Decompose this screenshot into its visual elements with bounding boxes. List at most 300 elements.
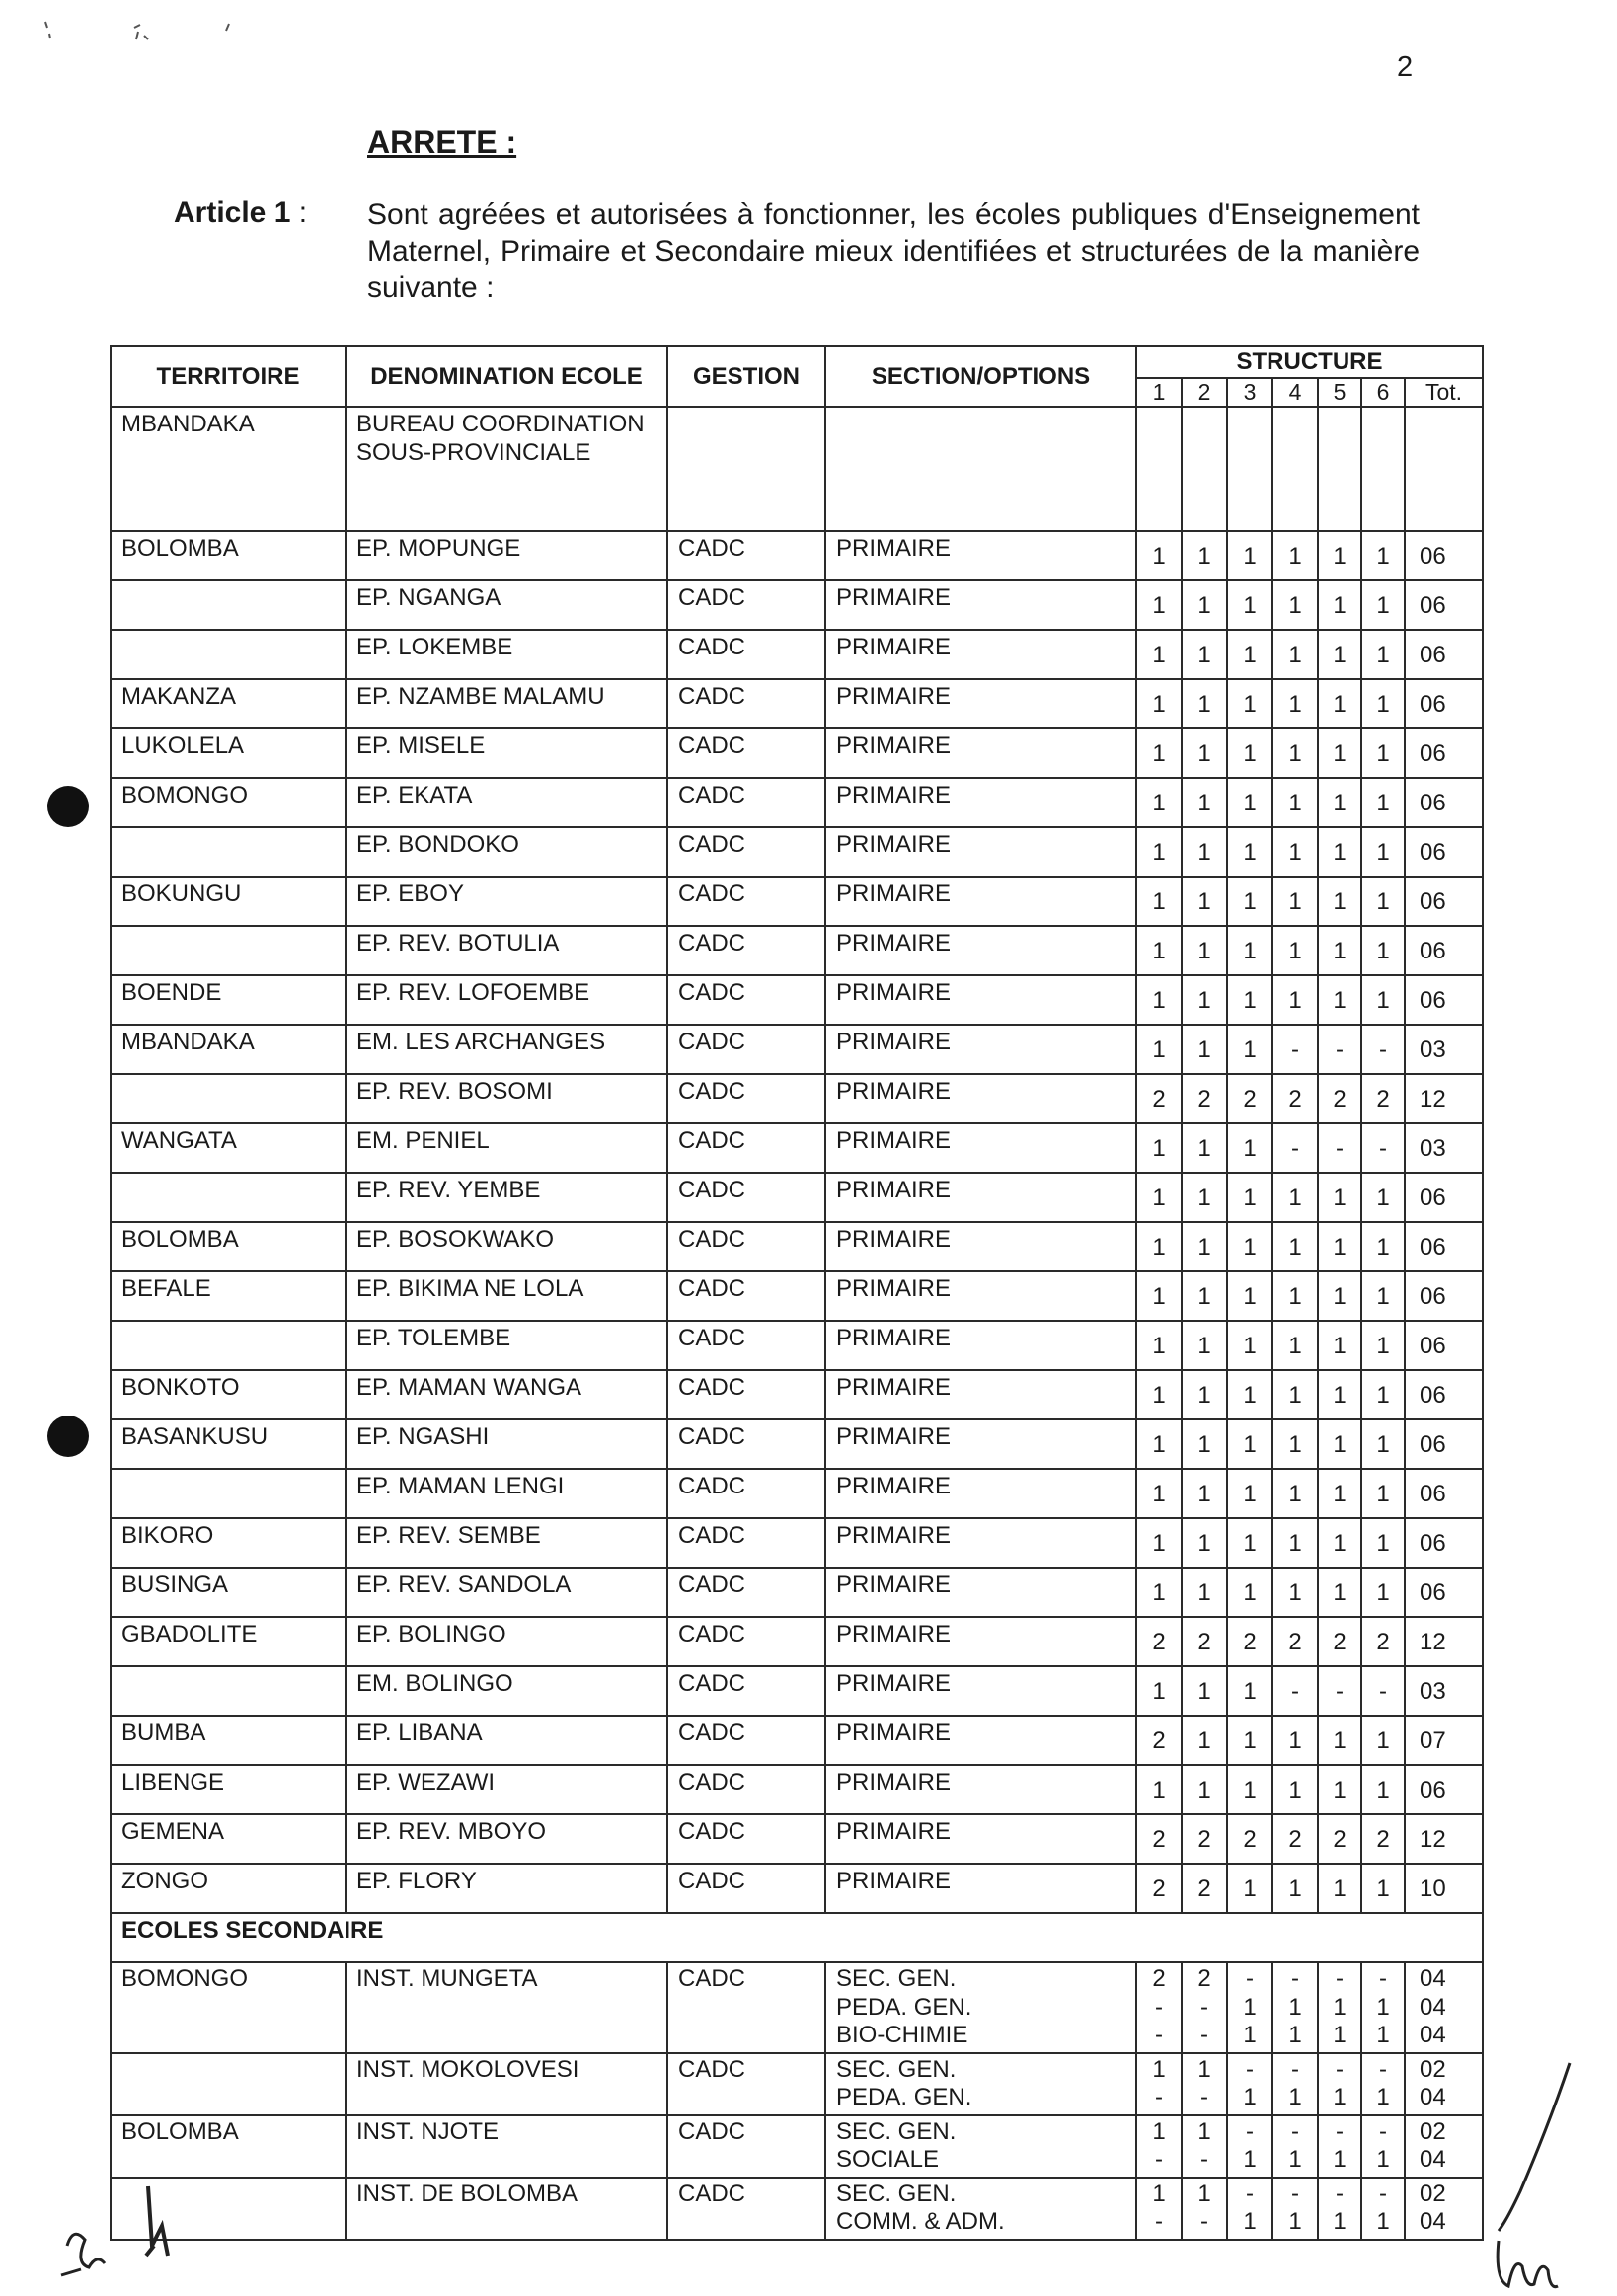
total-value: 02 bbox=[1420, 2117, 1446, 2145]
structure-value: 1 bbox=[1288, 2022, 1302, 2048]
cell-ecole: INST. NJOTE bbox=[346, 2115, 667, 2178]
cell-gestion: CADC bbox=[667, 728, 825, 778]
structure-value: 1 bbox=[1243, 2084, 1257, 2110]
cell-structure: 1 bbox=[1318, 1173, 1361, 1222]
table-row bbox=[111, 1617, 1483, 1666]
cell-structure: 1 bbox=[1361, 728, 1405, 778]
total-value: 04 bbox=[1420, 1965, 1446, 1992]
cell-structure: 2 bbox=[1182, 1074, 1227, 1123]
cell-gestion: CADC bbox=[667, 1025, 825, 1074]
cell-structure bbox=[1318, 407, 1361, 531]
cell-structure: 1 bbox=[1182, 1469, 1227, 1518]
table-row bbox=[111, 630, 1483, 679]
article-text: Sont agréées et autorisées à fonctionner, les écoles publiques d'Enseignement Maternel, Primaire et Secondaire mieux identifiées et structurées de la manière suivante : bbox=[367, 198, 1420, 304]
cell-structure: 1 bbox=[1182, 1173, 1227, 1222]
cell-structure: 1 bbox=[1361, 1419, 1405, 1469]
cell-ecole: EP. TOLEMBE bbox=[346, 1321, 667, 1370]
cell-structure bbox=[1361, 2053, 1405, 2115]
cell-ecole: EP. REV. SEMBE bbox=[346, 1518, 667, 1568]
cell-ecole: EM. LES ARCHANGES bbox=[346, 1025, 667, 1074]
cell-structure bbox=[1272, 1962, 1318, 2053]
cell-ecole: EP. LOKEMBE bbox=[346, 630, 667, 679]
cell-ecole: EP. NZAMBE MALAMU bbox=[346, 679, 667, 728]
cell-total: 06 bbox=[1405, 630, 1483, 679]
cell-structure: 2 bbox=[1136, 1814, 1182, 1864]
cell-structure: 1 bbox=[1318, 1716, 1361, 1765]
cell-structure: 1 bbox=[1182, 877, 1227, 926]
table-row bbox=[111, 1419, 1483, 1469]
cell-section bbox=[825, 2178, 1136, 2240]
cell-ecole: EP. BOSOKWAKO bbox=[346, 1222, 667, 1271]
cell-territoire bbox=[111, 1074, 346, 1123]
cell-structure: 1 bbox=[1361, 1370, 1405, 1419]
signature-right bbox=[1449, 2053, 1617, 2296]
cell-territoire: BUSINGA bbox=[111, 1568, 346, 1617]
cell-territoire: GEMENA bbox=[111, 1814, 346, 1864]
cell-total: 06 bbox=[1405, 1469, 1483, 1518]
cell-structure: 1 bbox=[1272, 1469, 1318, 1518]
cell-structure: 1 bbox=[1318, 1469, 1361, 1518]
cell-territoire: BOMONGO bbox=[111, 778, 346, 827]
cell-structure: 1 bbox=[1227, 1173, 1272, 1222]
cell-structure bbox=[1318, 2115, 1361, 2178]
option-line: PEDA. GEN. bbox=[836, 1993, 972, 2021]
cell-gestion: CADC bbox=[667, 1617, 825, 1666]
cell-structure: 2 bbox=[1318, 1617, 1361, 1666]
cell-gestion: CADC bbox=[667, 1123, 825, 1173]
cell-total: 06 bbox=[1405, 580, 1483, 630]
cell-structure: 1 bbox=[1361, 1716, 1405, 1765]
table-row bbox=[111, 827, 1483, 877]
cell-total: 12 bbox=[1405, 1617, 1483, 1666]
cell-structure: 2 bbox=[1272, 1814, 1318, 1864]
cell-structure: 1 bbox=[1361, 630, 1405, 679]
total-value: 04 bbox=[1420, 1993, 1446, 2021]
option-line: SEC. GEN. bbox=[836, 1965, 957, 1992]
cell-total: 03 bbox=[1405, 1123, 1483, 1173]
cell-structure: 1 bbox=[1272, 1864, 1318, 1913]
cell-gestion: CADC bbox=[667, 1962, 825, 2053]
cell-structure: 2 bbox=[1318, 1814, 1361, 1864]
cell-structure: - bbox=[1272, 1123, 1318, 1173]
cell-territoire: WANGATA bbox=[111, 1123, 346, 1173]
cell-structure: 1 bbox=[1272, 1568, 1318, 1617]
cell-structure: 1 bbox=[1182, 1271, 1227, 1321]
cell-structure: 1 bbox=[1318, 1419, 1361, 1469]
cell-structure: - bbox=[1361, 1025, 1405, 1074]
table-body bbox=[111, 407, 1483, 2240]
cell-structure bbox=[1136, 2115, 1182, 2178]
cell-structure: 1 bbox=[1361, 1173, 1405, 1222]
cell-structure: 1 bbox=[1272, 1419, 1318, 1469]
table-row bbox=[111, 1814, 1483, 1864]
cell-structure: 1 bbox=[1227, 1469, 1272, 1518]
structure-value: 1 bbox=[1333, 2208, 1347, 2235]
cell-gestion: CADC bbox=[667, 1864, 825, 1913]
cell-territoire bbox=[111, 926, 346, 975]
total-value: 02 bbox=[1420, 2055, 1446, 2083]
cell-structure: 1 bbox=[1227, 728, 1272, 778]
structure-value: 1 bbox=[1288, 2208, 1302, 2235]
structure-value: 1 bbox=[1333, 1993, 1347, 2021]
cell-structure: 1 bbox=[1136, 1419, 1182, 1469]
structure-value: - bbox=[1379, 2180, 1387, 2207]
cell-section: PRIMAIRE bbox=[825, 1814, 1136, 1864]
cell-structure: 1 bbox=[1272, 1271, 1318, 1321]
cell-structure bbox=[1136, 1962, 1182, 2053]
structure-value: - bbox=[1155, 1993, 1163, 2021]
table-row bbox=[111, 531, 1483, 580]
cell-section: PRIMAIRE bbox=[825, 1864, 1136, 1913]
cell-total: 06 bbox=[1405, 728, 1483, 778]
structure-value: 1 bbox=[1288, 2146, 1302, 2173]
cell-structure bbox=[1272, 407, 1318, 531]
cell-total: 06 bbox=[1405, 827, 1483, 877]
table-row bbox=[111, 975, 1483, 1025]
cell-structure: 1 bbox=[1361, 1864, 1405, 1913]
cell-structure: 1 bbox=[1227, 1666, 1272, 1716]
structure-value: - bbox=[1336, 2180, 1344, 2207]
cell-gestion: CADC bbox=[667, 2115, 825, 2178]
total-value: 02 bbox=[1420, 2180, 1446, 2207]
cell-structure bbox=[1227, 1962, 1272, 2053]
option-line: PEDA. GEN. bbox=[836, 2084, 972, 2110]
cell-structure: 1 bbox=[1136, 728, 1182, 778]
cell-total: 06 bbox=[1405, 926, 1483, 975]
cell-structure: 1 bbox=[1361, 1518, 1405, 1568]
cell-structure: 1 bbox=[1318, 1321, 1361, 1370]
structure-value: 1 bbox=[1243, 2208, 1257, 2235]
cell-structure bbox=[1136, 2053, 1182, 2115]
cell-structure bbox=[1361, 2115, 1405, 2178]
cell-structure: 1 bbox=[1272, 1370, 1318, 1419]
cell-ecole: INST. MOKOLOVESI bbox=[346, 2053, 667, 2115]
structure-value: 1 bbox=[1152, 2180, 1166, 2207]
cell-territoire: MBANDAKA bbox=[111, 407, 346, 531]
structure-value: 1 bbox=[1376, 2146, 1390, 2173]
cell-structure: 1 bbox=[1361, 975, 1405, 1025]
structure-value: - bbox=[1155, 2084, 1163, 2110]
cell-structure: 1 bbox=[1227, 975, 1272, 1025]
cell-structure: - bbox=[1361, 1666, 1405, 1716]
cell-gestion: CADC bbox=[667, 827, 825, 877]
cell-structure: 1 bbox=[1361, 877, 1405, 926]
cell-total: 06 bbox=[1405, 1370, 1483, 1419]
cell-structure bbox=[1136, 407, 1182, 531]
cell-section: PRIMAIRE bbox=[825, 926, 1136, 975]
cell-ecole: EP. MAMAN LENGI bbox=[346, 1469, 667, 1518]
table-row bbox=[111, 1025, 1483, 1074]
cell-ecole: EP. BONDOKO bbox=[346, 827, 667, 877]
cell-structure: 1 bbox=[1227, 1568, 1272, 1617]
cell-total: 06 bbox=[1405, 1321, 1483, 1370]
cell-ecole: EP. MISELE bbox=[346, 728, 667, 778]
cell-structure: - bbox=[1272, 1025, 1318, 1074]
cell-structure: 1 bbox=[1136, 778, 1182, 827]
table-row bbox=[111, 1370, 1483, 1419]
table-row bbox=[111, 1716, 1483, 1765]
cell-section: PRIMAIRE bbox=[825, 1617, 1136, 1666]
structure-value: - bbox=[1379, 1965, 1387, 1992]
cell-section bbox=[825, 1962, 1136, 2053]
cell-ecole: EP. EBOY bbox=[346, 877, 667, 926]
structure-value: - bbox=[1200, 1993, 1208, 2021]
cell-gestion: CADC bbox=[667, 975, 825, 1025]
structure-value: - bbox=[1246, 1965, 1254, 1992]
cell-structure: 1 bbox=[1227, 1222, 1272, 1271]
header-territoire: TERRITOIRE bbox=[111, 346, 346, 407]
structure-value: 1 bbox=[1152, 2117, 1166, 2145]
cell-territoire: BOENDE bbox=[111, 975, 346, 1025]
cell-structure: 1 bbox=[1272, 1321, 1318, 1370]
cell-structure: 1 bbox=[1361, 827, 1405, 877]
cell-structure: 1 bbox=[1272, 1518, 1318, 1568]
cell-total: 10 bbox=[1405, 1864, 1483, 1913]
cell-structure: 1 bbox=[1227, 1518, 1272, 1568]
table-row bbox=[111, 1271, 1483, 1321]
cell-structure: 1 bbox=[1227, 1765, 1272, 1814]
cell-structure: 1 bbox=[1227, 1271, 1272, 1321]
cell-structure: 2 bbox=[1136, 1617, 1182, 1666]
cell-structure: 1 bbox=[1361, 778, 1405, 827]
total-value: 04 bbox=[1420, 2084, 1446, 2110]
cell-territoire: LIBENGE bbox=[111, 1765, 346, 1814]
cell-structure: 1 bbox=[1182, 1419, 1227, 1469]
cell-structure bbox=[1272, 2115, 1318, 2178]
header-structure-total: Tot. bbox=[1405, 378, 1483, 407]
article-colon: : bbox=[290, 196, 308, 229]
cell-section: PRIMAIRE bbox=[825, 1222, 1136, 1271]
option-line: COMM. & ADM. bbox=[836, 2208, 1005, 2235]
cell-structure: 1 bbox=[1272, 1173, 1318, 1222]
cell-structure: 1 bbox=[1318, 1765, 1361, 1814]
cell-gestion: CADC bbox=[667, 1716, 825, 1765]
table-row bbox=[111, 1074, 1483, 1123]
structure-value: - bbox=[1291, 1965, 1299, 1992]
cell-structure: 1 bbox=[1136, 580, 1182, 630]
cell-structure: 1 bbox=[1136, 1518, 1182, 1568]
cell-structure: 1 bbox=[1182, 778, 1227, 827]
cell-ecole: EP. EKATA bbox=[346, 778, 667, 827]
header-structure: STRUCTURE bbox=[1136, 346, 1483, 378]
cell-territoire: BOLOMBA bbox=[111, 2115, 346, 2178]
cell-structure: 1 bbox=[1227, 580, 1272, 630]
structure-value: 1 bbox=[1333, 2146, 1347, 2173]
cell-structure: 1 bbox=[1227, 1864, 1272, 1913]
structure-value: 1 bbox=[1288, 1993, 1302, 2021]
cell-section: PRIMAIRE bbox=[825, 679, 1136, 728]
cell-structure bbox=[1272, 2178, 1318, 2240]
cell-gestion bbox=[667, 407, 825, 531]
structure-value: 1 bbox=[1243, 2146, 1257, 2173]
cell-structure bbox=[1227, 2053, 1272, 2115]
cell-ecole: EP. NGANGA bbox=[346, 580, 667, 630]
cell-gestion: CADC bbox=[667, 926, 825, 975]
cell-structure: 1 bbox=[1318, 580, 1361, 630]
cell-gestion: CADC bbox=[667, 1271, 825, 1321]
cell-structure: 1 bbox=[1361, 926, 1405, 975]
table-row bbox=[111, 1222, 1483, 1271]
cell-structure: 1 bbox=[1136, 1321, 1182, 1370]
cell-structure: 1 bbox=[1318, 975, 1361, 1025]
cell-structure: 1 bbox=[1272, 877, 1318, 926]
cell-structure: 1 bbox=[1361, 531, 1405, 580]
cell-structure: 1 bbox=[1136, 1222, 1182, 1271]
cell-section: PRIMAIRE bbox=[825, 630, 1136, 679]
cell-structure: 1 bbox=[1182, 926, 1227, 975]
cell-total bbox=[1405, 407, 1483, 531]
cell-structure: 1 bbox=[1182, 531, 1227, 580]
structure-value: - bbox=[1246, 2180, 1254, 2207]
cell-territoire: MAKANZA bbox=[111, 679, 346, 728]
cell-ecole: EP. REV. SANDOLA bbox=[346, 1568, 667, 1617]
cell-section: PRIMAIRE bbox=[825, 1419, 1136, 1469]
cell-structure: 1 bbox=[1136, 531, 1182, 580]
cell-territoire bbox=[111, 630, 346, 679]
cell-total: 06 bbox=[1405, 679, 1483, 728]
table-row bbox=[111, 778, 1483, 827]
option-line: SOCIALE bbox=[836, 2146, 940, 2173]
structure-value: 2 bbox=[1152, 1965, 1166, 1992]
header-structure-col: 6 bbox=[1361, 378, 1405, 407]
cell-gestion: CADC bbox=[667, 1765, 825, 1814]
cell-ecole: EP. REV. YEMBE bbox=[346, 1173, 667, 1222]
cell-structure: 1 bbox=[1272, 679, 1318, 728]
cell-territoire: BOLOMBA bbox=[111, 531, 346, 580]
structure-value: 1 bbox=[1333, 2022, 1347, 2048]
cell-total: 06 bbox=[1405, 877, 1483, 926]
cell-structure: 1 bbox=[1361, 1321, 1405, 1370]
table-row bbox=[111, 580, 1483, 630]
table-row bbox=[111, 1765, 1483, 1814]
cell-gestion: CADC bbox=[667, 1814, 825, 1864]
header-structure-col: 4 bbox=[1272, 378, 1318, 407]
cell-section bbox=[825, 407, 1136, 531]
option-line: SEC. GEN. bbox=[836, 2055, 957, 2083]
cell-ecole: EP. REV. LOFOEMBE bbox=[346, 975, 667, 1025]
cell-structure: 1 bbox=[1318, 1518, 1361, 1568]
cell-structure: 2 bbox=[1182, 1617, 1227, 1666]
cell-section: PRIMAIRE bbox=[825, 1025, 1136, 1074]
cell-structure: 1 bbox=[1361, 679, 1405, 728]
cell-structure: 1 bbox=[1136, 1765, 1182, 1814]
cell-structure: 1 bbox=[1136, 1469, 1182, 1518]
total-value: 04 bbox=[1420, 2208, 1446, 2235]
option-line: SEC. GEN. bbox=[836, 2180, 957, 2207]
cell-section: PRIMAIRE bbox=[825, 975, 1136, 1025]
cell-structure: 1 bbox=[1361, 1765, 1405, 1814]
cell-structure bbox=[1361, 2178, 1405, 2240]
cell-structure: 1 bbox=[1227, 679, 1272, 728]
table-row bbox=[111, 1469, 1483, 1518]
cell-structure: 1 bbox=[1227, 1321, 1272, 1370]
header-structure-col: 2 bbox=[1182, 378, 1227, 407]
header-denomination: DENOMINATION ECOLE bbox=[346, 346, 667, 407]
cell-structure: 1 bbox=[1361, 1568, 1405, 1617]
structure-value: - bbox=[1291, 2117, 1299, 2145]
cell-structure: 2 bbox=[1361, 1617, 1405, 1666]
table-row bbox=[111, 1864, 1483, 1913]
cell-structure: 1 bbox=[1318, 1271, 1361, 1321]
cell-structure: 2 bbox=[1182, 1864, 1227, 1913]
cell-total: 06 bbox=[1405, 1271, 1483, 1321]
cell-structure: 1 bbox=[1272, 1765, 1318, 1814]
cell-total: 03 bbox=[1405, 1025, 1483, 1074]
cell-section: PRIMAIRE bbox=[825, 1716, 1136, 1765]
cell-gestion: CADC bbox=[667, 1222, 825, 1271]
cell-structure: 1 bbox=[1272, 975, 1318, 1025]
header-gestion: GESTION bbox=[667, 346, 825, 407]
cell-territoire: ZONGO bbox=[111, 1864, 346, 1913]
cell-structure: 1 bbox=[1182, 580, 1227, 630]
cell-structure bbox=[1272, 2053, 1318, 2115]
cell-structure: 1 bbox=[1318, 1222, 1361, 1271]
cell-structure: 1 bbox=[1272, 531, 1318, 580]
table-row bbox=[111, 1123, 1483, 1173]
cell-gestion: CADC bbox=[667, 2178, 825, 2240]
cell-structure: 2 bbox=[1361, 1814, 1405, 1864]
cell-ecole: INST. DE BOLOMBA bbox=[346, 2178, 667, 2240]
cell-section: PRIMAIRE bbox=[825, 778, 1136, 827]
cell-structure: 1 bbox=[1361, 1222, 1405, 1271]
cell-structure: 1 bbox=[1136, 1271, 1182, 1321]
cell-total: 06 bbox=[1405, 531, 1483, 580]
cell-territoire bbox=[111, 1469, 346, 1518]
cell-gestion: CADC bbox=[667, 778, 825, 827]
section-title: ECOLES SECONDAIRE bbox=[111, 1913, 1483, 1962]
structure-value: 1 bbox=[1197, 2117, 1211, 2145]
cell-structure: 1 bbox=[1227, 1716, 1272, 1765]
structure-value: - bbox=[1155, 2146, 1163, 2173]
cell-ecole: EP. NGASHI bbox=[346, 1419, 667, 1469]
table-row bbox=[111, 2053, 1483, 2115]
cell-section: PRIMAIRE bbox=[825, 1173, 1136, 1222]
cell-territoire: BOLOMBA bbox=[111, 1222, 346, 1271]
cell-structure bbox=[1182, 1962, 1227, 2053]
cell-territoire: BOMONGO bbox=[111, 1962, 346, 2053]
cell-structure: 1 bbox=[1136, 1025, 1182, 1074]
cell-structure bbox=[1227, 2178, 1272, 2240]
cell-structure: 1 bbox=[1136, 827, 1182, 877]
structure-value: - bbox=[1155, 2022, 1163, 2048]
cell-structure bbox=[1227, 407, 1272, 531]
cell-structure: 1 bbox=[1136, 877, 1182, 926]
cell-structure: 1 bbox=[1182, 1666, 1227, 1716]
cell-structure: 1 bbox=[1182, 1025, 1227, 1074]
cell-total: 07 bbox=[1405, 1716, 1483, 1765]
cell-structure: 1 bbox=[1227, 1370, 1272, 1419]
cell-structure bbox=[1227, 2115, 1272, 2178]
cell-section: PRIMAIRE bbox=[825, 1271, 1136, 1321]
cell-gestion: CADC bbox=[667, 531, 825, 580]
cell-ecole: EP. BOLINGO bbox=[346, 1617, 667, 1666]
cell-gestion: CADC bbox=[667, 630, 825, 679]
cell-total: 06 bbox=[1405, 1765, 1483, 1814]
header-structure-col: 1 bbox=[1136, 378, 1182, 407]
cell-structure: 1 bbox=[1136, 1173, 1182, 1222]
cell-structure bbox=[1182, 407, 1227, 531]
cell-structure: 1 bbox=[1227, 1419, 1272, 1469]
cell-ecole: EP. REV. BOTULIA bbox=[346, 926, 667, 975]
cell-section bbox=[825, 2115, 1136, 2178]
total-value: 04 bbox=[1420, 2146, 1446, 2173]
cell-structure: 1 bbox=[1272, 728, 1318, 778]
cell-total: 06 bbox=[1405, 1222, 1483, 1271]
cell-structure: 2 bbox=[1272, 1617, 1318, 1666]
cell-structure: 1 bbox=[1136, 1666, 1182, 1716]
header-structure-col: 5 bbox=[1318, 378, 1361, 407]
cell-structure: 1 bbox=[1361, 1271, 1405, 1321]
